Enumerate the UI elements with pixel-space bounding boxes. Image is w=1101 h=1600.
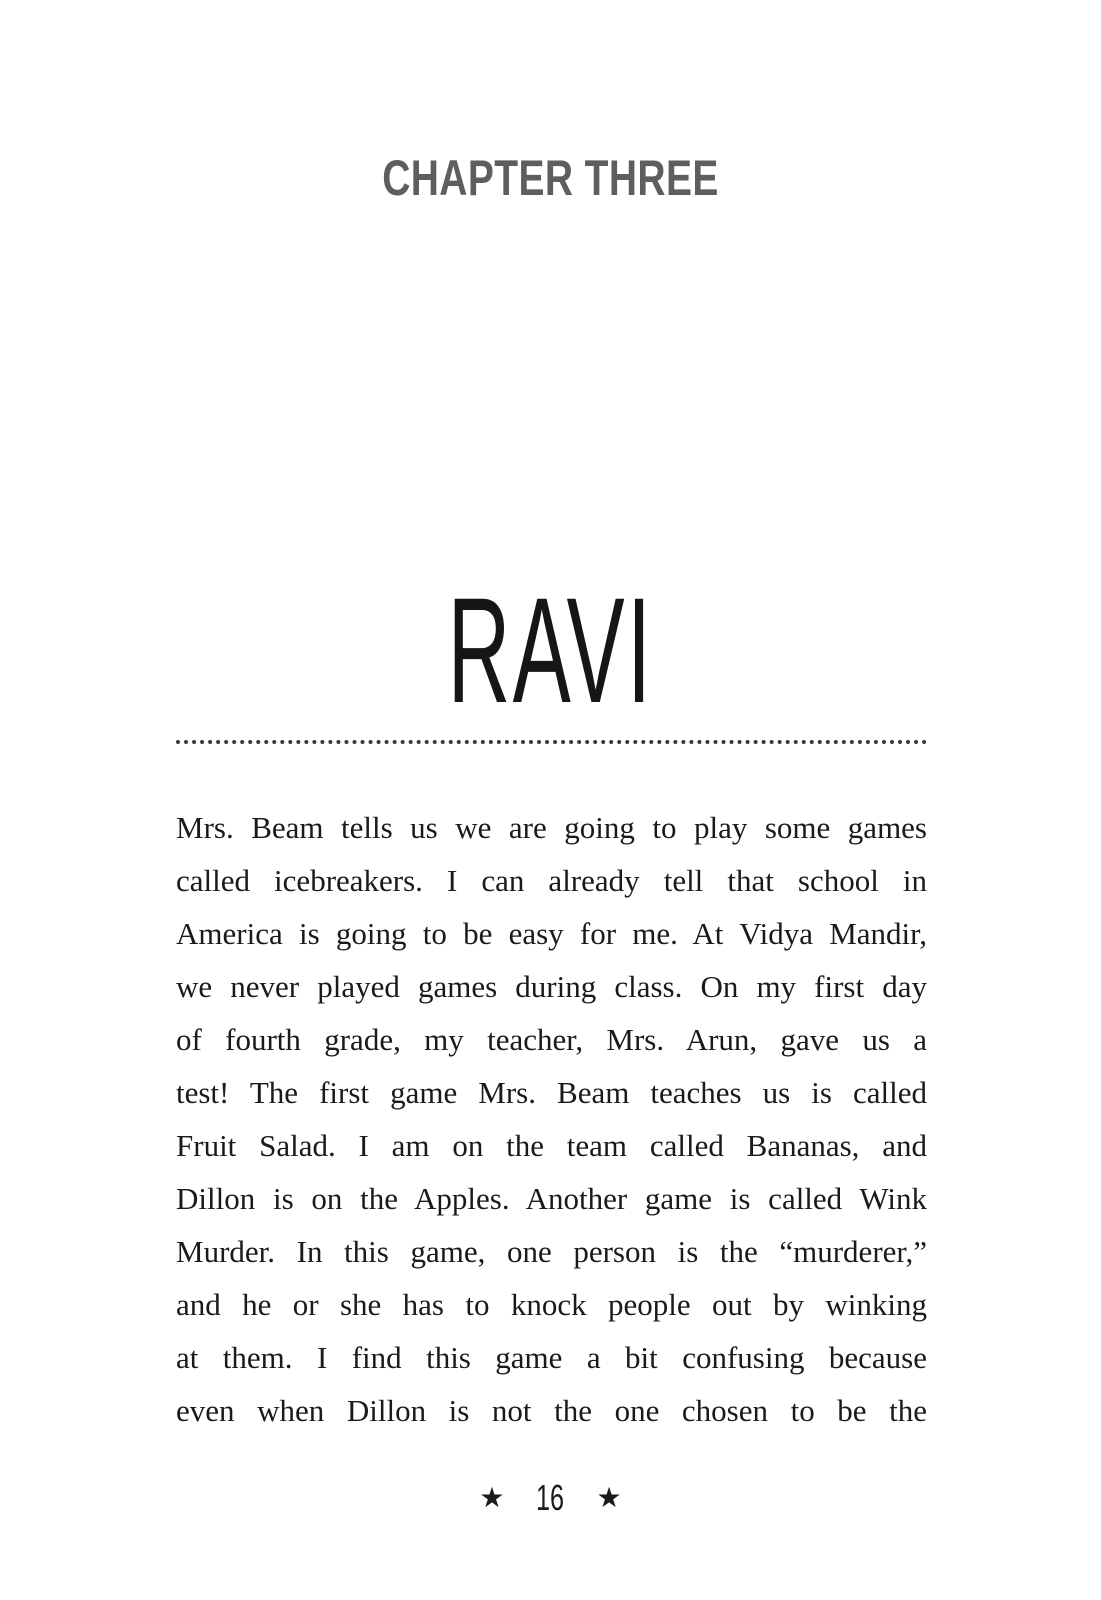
body-line: we never played games during class. On my first day [176, 969, 927, 1004]
page-footer [0, 1478, 1101, 1518]
body-line: Murder. In this game, one person is the “murderer,” [176, 1234, 927, 1269]
body-line: Dillon is on the Apples. Another game is called Wink [176, 1181, 927, 1216]
dotted-divider [176, 740, 927, 744]
body-line: Fruit Salad. I am on the team called Bananas, and [176, 1128, 927, 1163]
page-number: 16 [536, 1477, 565, 1518]
body-line: at them. I find this game a bit confusing because [176, 1340, 927, 1375]
star-icon: ★ [596, 1482, 622, 1513]
star-icon: ★ [479, 1482, 505, 1513]
narrator-name: RAVI [447, 566, 654, 734]
body-line: called icebreakers. I can already tell that school in [176, 863, 927, 898]
body-line: of fourth grade, my teacher, Mrs. Arun, gave us a [176, 1022, 927, 1057]
body-line: America is going to be easy for me. At Vidya Mandir, [176, 916, 927, 951]
body-line: even when Dillon is not the one chosen to be the [176, 1393, 927, 1428]
body-line: Mrs. Beam tells us we are going to play some games [176, 810, 927, 845]
body-line: and he or she has to knock people out by winking [176, 1287, 927, 1322]
chapter-heading: CHAPTER THREE [382, 150, 719, 206]
body-text [176, 801, 927, 1437]
body-line: test! The first game Mrs. Beam teaches us is called [176, 1075, 927, 1110]
